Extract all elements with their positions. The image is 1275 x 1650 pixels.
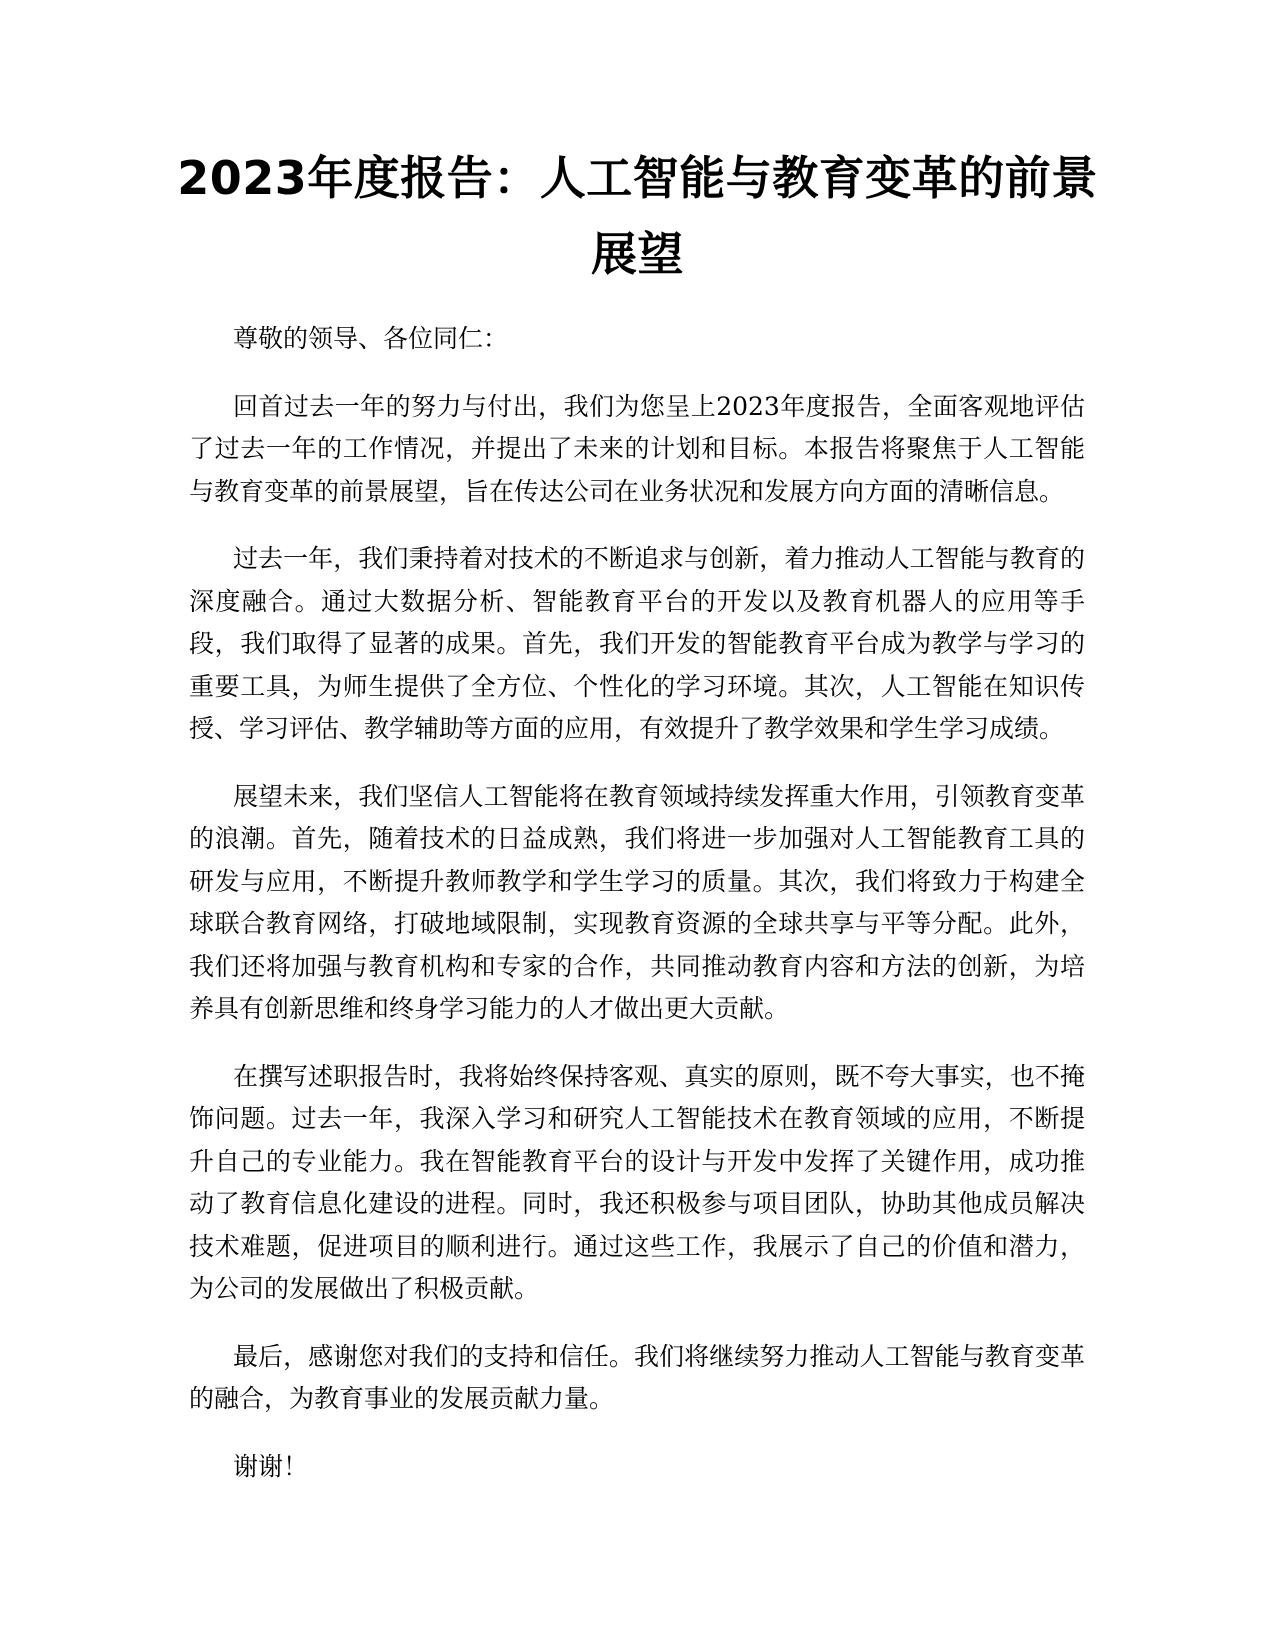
- paragraph-personal-report: 在撰写述职报告时，我将始终保持客观、真实的原则，既不夸大事实，也不掩饰问题。过去一年，我深入学习和研究人工智能技术在教育领域的应用，不断提升自己的专业能力。我在智能教育平台的设计与开发中发挥了关键作用，成功推动了教育信息化建设的进程。同时，我还积极参与项目团队，协助其他成员解决技术难题，促进项目的顺利进行。通过这些工作，我展示了自己的价值和潜力，为公司的发展做出了积极贡献。: [189, 1061, 1085, 1303]
- salutation: 尊敬的领导、各位同仁：: [233, 324, 509, 353]
- paragraph-outlook: 展望未来，我们坚信人工智能将在教育领域持续发挥重大作用，引领教育变革的浪潮。首先，随着技术的日益成熟，我们将进一步加强对人工智能教育工具的研发与应用，不断提升教师教学和学生学习的质量。其次，我们将致力于构建全球联合教育网络，打破地域限制，实现教育资源的全球共享与平等分配。此外，我们还将加强与教育机构和专家的合作，共同推动教育内容和方法的创新，为培养具有创新思维和终身学习能力的人才做出更大贡献。: [189, 781, 1085, 1023]
- paragraph-intro: 回首过去一年的努力与付出，我们为您呈上2023年度报告，全面客观地评估了过去一年的工作情况，并提出了未来的计划和目标。本报告将聚焦于人工智能与教育变革的前景展望，旨在传达公司在业务状况和发展方向方面的清晰信息。: [189, 391, 1085, 506]
- paragraph-past-year: 过去一年，我们秉持着对技术的不断追求与创新，着力推动人工智能与教育的深度融合。通过大数据分析、智能教育平台的开发以及教育机器人的应用等手段，我们取得了显著的成果。首先，我们开发的智能教育平台成为教学与学习的重要工具，为师生提供了全方位、个性化的学习环境。其次，人工智能在知识传授、学习评估、教学辅助等方面的应用，有效提升了教学效果和学生学习成绩。: [189, 544, 1085, 743]
- document-body: [189, 318, 1085, 1513]
- document-title: 2023年度报告：人工智能与教育变革的前景展望: [177, 151, 1098, 281]
- thanks: 谢谢！: [233, 1451, 309, 1481]
- paragraph-closing: 最后，感谢您对我们的支持和信任。我们将继续努力推动人工智能与教育变革的融合，为教育事业的发展贡献力量。: [189, 1341, 1085, 1413]
